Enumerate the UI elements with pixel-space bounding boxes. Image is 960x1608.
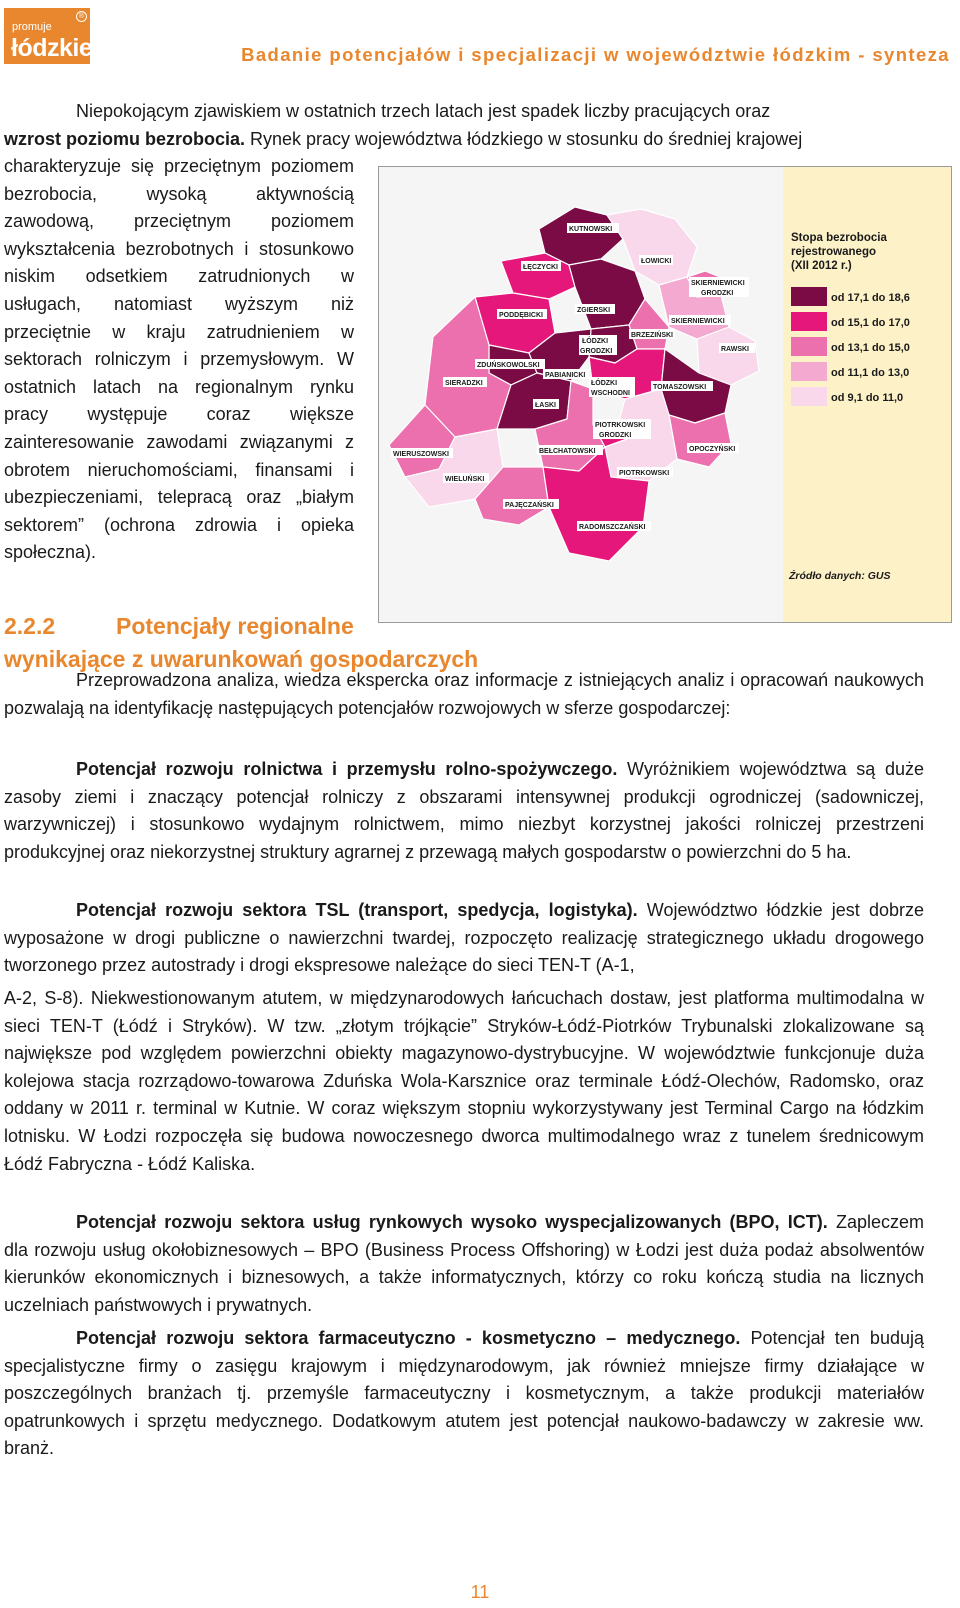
paragraph-2-text: Wyróżnikiem województwa są duże zasoby ziemi i znaczący potencjał rolniczy z obszarami intensywnej produkcji ogrodniczej (sadowniczej, warzywniczej) i stosunkowo wydajnym rolnictwem, mimo niezbyt korzystnej jakości rolniczej przestrzeni produkcyjnej oraz niekorzystnej struktury agrarnej z przewagą małych gospodarstw o powierzchni do 5 ha.: [4, 759, 924, 862]
legend-title-line-2: rejestrowanego: [791, 246, 876, 258]
paragraph-analysis-intro: [4, 667, 924, 722]
legend-swatch-5: [791, 387, 827, 406]
label-piotrkowski-grodzki-1: PIOTRKOWSKI: [595, 422, 646, 429]
logo-small-text: promuje: [12, 21, 52, 33]
legend-label-1: od 17,1 do 18,6: [831, 292, 910, 304]
label-zdunskowolski: ZDUŃSKOWOLSKI: [477, 362, 540, 369]
paragraph-bpo: [4, 1209, 924, 1319]
label-skierniewicki: SKIERNIEWICKI: [671, 318, 725, 325]
paragraph-4-text: A-2, S-8). Niekwestionowanym atutem, w międzynarodowych łańcuchach dostaw, jest platforma multimodalna w sieci TEN-T (Łódź i Stryków). W tzw. „złotym trójkącie” Stryków-Łódź-Piotrków Trybunalski zlokalizowane są największe pod względem powierzchni obiekty magazynowo-dystrybucyjne. W województwie funkcjonuje duża kolejowa stacja rozrządowo-towarowa Zduńska Wola-Karsznice oraz terminale Łódź-Olechów, Radomsko, oraz oddany w 2011 r. terminal w Kutnie. W coraz większym stopniu wykorzystywany jest Terminal Cargo na łódzkim lotnisku. W Łodzi rozpoczęła się budowa nowoczesnego dworca multimodalnego wraz z tunelem średnicowym Łódź Fabryczna - Łódź Kaliska.: [4, 988, 924, 1174]
legend-swatch-2: [791, 312, 827, 331]
label-poddebicki: PODDĘBICKI: [499, 312, 543, 319]
paragraph-agriculture: [4, 756, 924, 866]
label-skierniewicki-grodzki-1: SKIERNIEWICKI: [691, 280, 745, 287]
paragraph-3-text: Województwo łódzkie jest dobrze wyposażone w drogi publiczne o nawierzchni twardej, rozpoczęto realizację strategicznego układu drogowego tworzonego przez autostrady i drogi ekspresowe należące do sieci TEN-T (A-1,: [4, 900, 924, 976]
label-lodzki-grodzki-2: GRODZKI: [580, 348, 613, 355]
registered-mark-icon: ®: [76, 11, 87, 22]
label-zgierski: ZGIERSKI: [577, 307, 611, 314]
paragraph-3-bold: Potencjał rozwoju sektora TSL (transport, spedycja, logistyka).: [76, 900, 638, 920]
legend-label-2: od 15,1 do 17,0: [831, 317, 910, 329]
label-belchatowski: BEŁCHATOWSKI: [539, 448, 596, 455]
legend-swatch-3: [791, 337, 827, 356]
label-opoczynski: OPOCZYŃSKI: [689, 446, 736, 453]
label-leczycki: ŁĘCZYCKI: [523, 264, 558, 271]
legend-swatch-4: [791, 362, 827, 381]
intro-rest: Rynek pracy województwa łódzkiego w stosunku do średniej krajowej: [245, 129, 803, 149]
section-title-line-2: wynikające z uwarunkowań gospodarczych: [4, 646, 479, 672]
label-lodzki-wschodni-1: ŁÓDZKI: [591, 380, 618, 387]
map-source-note: Źródło danych: GUS: [789, 570, 891, 582]
promuje-lodzkie-logo: [4, 8, 93, 64]
label-radomszczanski: RADOMSZCZAŃSKI: [579, 524, 646, 531]
paragraph-2-bold: Potencjał rozwoju rolnictwa i przemysłu rolno-spożywczego.: [76, 759, 618, 779]
page-number: 11: [470, 1582, 490, 1602]
label-skierniewicki-grodzki-2: GRODZKI: [701, 290, 734, 297]
section-number: 2.2.2: [4, 613, 56, 639]
running-header-title: Badanie potencjałów i specjalizacji w województwie łódzkim - synteza: [241, 44, 950, 65]
label-lowicki: ŁOWICKI: [641, 258, 672, 265]
paragraph-6-text: Potencjał ten budują specjalistyczne firmy o zasięgu krajowym i międzynarodowym, jak również mniejsze firmy działające w poszczególnych branżach tj. przemyśle farmaceutyczny i kosmetycznym, a także produkcji materiałów opatrunkowych i sprzętu medycznego. Dodatkowym atutem jest potencjał naukowo-badawczy w zakresie ww. branż.: [4, 1328, 924, 1459]
unemployment-map: [379, 167, 951, 622]
intro-first-line: [4, 98, 924, 126]
paragraph-tsl: [4, 897, 924, 980]
intro-bold: wzrost poziomu bezrobocia.: [4, 129, 246, 149]
legend-title-line-3: (XII 2012 r.): [791, 260, 852, 272]
logo-main-text: łódzkie: [11, 34, 93, 62]
label-tomaszowski: TOMASZOWSKI: [653, 384, 707, 391]
section-title-line-1: Potencjały regionalne: [116, 613, 354, 639]
label-piotrkowski-grodzki-2: GRODZKI: [599, 432, 632, 439]
legend-label-3: od 13,1 do 15,0: [831, 342, 910, 354]
label-lodzki-grodzki-1: ŁÓDZKI: [582, 338, 609, 345]
paragraph-1-text: Przeprowadzona analiza, wiedza ekspercka oraz informacje z istniejących analiz i opracowań naukowych pozwalają na identyfikację następujących potencjałów rozwojowych w sferze gospodarczej:: [4, 670, 924, 718]
unemployment-map-figure: [378, 166, 952, 623]
intro-lead: Niepokojącym zjawiskiem w ostatnich trzech latach jest spadek liczby pracujących oraz: [76, 101, 771, 121]
label-lodzki-wschodni-2: WSCHODNI: [591, 390, 630, 397]
legend-title-line-1: Stopa bezrobocia: [791, 232, 887, 244]
paragraph-tsl-continued: [4, 985, 924, 1178]
label-piotrkowski: PIOTRKOWSKI: [619, 470, 670, 477]
label-pajeczanski: PAJĘCZAŃSKI: [505, 502, 554, 509]
legend-swatch-1: [791, 287, 827, 306]
label-kutnowski: KUTNOWSKI: [569, 226, 613, 233]
label-wielunski: WIELUŃSKI: [445, 476, 485, 483]
paragraph-5-bold: Potencjał rozwoju sektora usług rynkowych wysoko wyspecjalizowanych (BPO, ICT).: [76, 1212, 828, 1232]
label-wieruszowski: WIERUSZOWSKI: [393, 451, 449, 458]
paragraph-pharma: [4, 1325, 924, 1463]
paragraph-6-bold: Potencjał rozwoju sektora farmaceutyczno - kosmetyczno – medycznego.: [76, 1328, 741, 1348]
label-laski: ŁASKI: [535, 402, 556, 409]
label-rawski: RAWSKI: [721, 346, 749, 353]
intro-second-line: [4, 126, 924, 154]
legend-label-5: od 9,1 do 11,0: [831, 392, 904, 404]
label-pabianicki: PABIANICKI: [545, 372, 586, 379]
paragraph-5-text: Zapleczem dla rozwoju usług okołobiznesowych – BPO (Business Process Offshoring) w Łodzi jest duża podaż absolwentów kierunków ekonomicznych i biznesowych, a także informatycznych, którzy co roku kończą studia na licznych uczelniach państwowych i prywatnych.: [4, 1212, 924, 1315]
label-sieradzki: SIERADZKI: [445, 380, 483, 387]
intro-wrapped-text: charakteryzuje się przeciętnym poziomem bezrobocia, wysoką aktywnością zawodową, przeciętnym poziomem wykształcenia bezrobotnych i stosunkowo niskim odsetkiem zatrudnionych w usługach, natomiast wyższym niż przeciętnie w kraju zatrudnieniem w sektorach rolniczym i przemysłowym. W ostatnich latach na regionalnym rynku pracy występuje coraz większe zainteresowanie zawodami związanymi z obrotem nieruchomościami, finansami i ubezpieczeniami, telepracą oraz „białym sektorem” (ochrona zdrowia i opieka społeczna).: [4, 156, 354, 563]
legend-label-4: od 11,1 do 13,0: [831, 367, 910, 379]
label-brzezinski: BRZEZIŃSKI: [631, 332, 673, 339]
